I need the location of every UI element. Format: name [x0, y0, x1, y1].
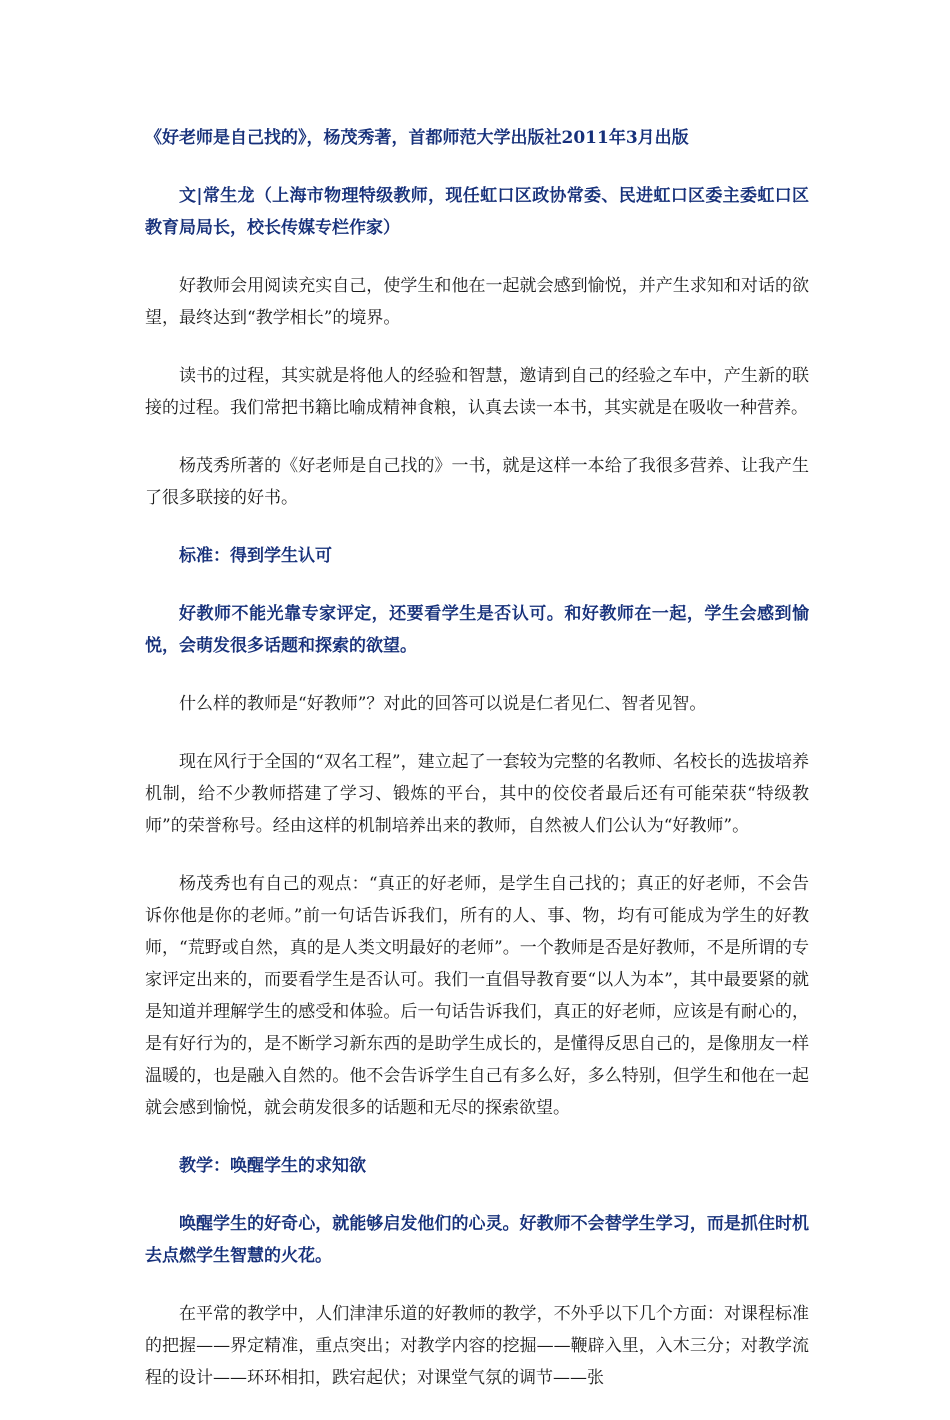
section-lead-standard: 好教师不能光靠专家评定，还要看学生是否认可。和好教师在一起，学生会感到愉悦，会萌发很多话题和探索的欲望。	[145, 604, 809, 656]
section1-paragraph-2: 现在风行于全国的“双名工程”，建立起了一套较为完整的名教师、名校长的选拔培养机制，给不少教师搭建了学习、锻炼的平台，其中的佼佼者最后还有可能荣获“特级教师”的荣誉称号。经由这样的机制培养出来的教师，自然被人们公认为“好教师”。	[145, 752, 809, 836]
section2-paragraph-1: 在平常的教学中，人们津津乐道的好教师的教学，不外乎以下几个方面：对课程标准的把握——界定精准，重点突出；对教学内容的挖掘——鞭辟入里，入木三分；对教学流程的设计——环环相扣，跌宕起伏；对课堂气氛的调节——张	[145, 1304, 809, 1388]
section-lead-teaching: 唤醒学生的好奇心，就能够启发他们的心灵。好教师不会替学生学习，而是抓住时机去点燃学生智慧的火花。	[145, 1214, 809, 1266]
section-heading-standard: 标准：得到学生认可	[179, 546, 332, 566]
book-citation: 《好老师是自己找的》，杨茂秀著，首都师范大学出版社2011年3月出版	[145, 128, 689, 148]
intro-paragraph-1: 好教师会用阅读充实自己，使学生和他在一起就会感到愉悦，并产生求知和对话的欲望，最终达到“教学相长”的境界。	[145, 276, 809, 328]
document-body	[145, 122, 809, 1420]
section1-paragraph-1: 什么样的教师是“好教师”？对此的回答可以说是仁者见仁、智者见智。	[179, 694, 707, 714]
author-line: 文|常生龙（上海市物理特级教师，现任虹口区政协常委、民进虹口区委主委虹口区教育局局长，校长传媒专栏作家）	[145, 186, 809, 238]
section-heading-teaching: 教学：唤醒学生的求知欲	[179, 1156, 366, 1176]
section1-paragraph-3: 杨茂秀也有自己的观点：“真正的好老师，是学生自己找的；真正的好老师，不会告诉你他是你的老师。”前一句话告诉我们，所有的人、事、物，均有可能成为学生的好教师，“荒野或自然，真的是人类文明最好的老师”。一个教师是否是好教师，不是所谓的专家评定出来的，而要看学生是否认可。我们一直倡导教育要“以人为本”，其中最要紧的就是知道并理解学生的感受和体验。后一句话告诉我们，真正的好老师，应该是有耐心的，是有好行为的，是不断学习新东西的是助学生成长的，是懂得反思自己的，是像朋友一样温暖的，也是融入自然的。他不会告诉学生自己有多么好，多么特别，但学生和他在一起就会感到愉悦，就会萌发很多的话题和无尽的探索欲望。	[145, 874, 809, 1118]
intro-paragraph-3: 杨茂秀所著的《好老师是自己找的》一书，就是这样一本给了我很多营养、让我产生了很多联接的好书。	[145, 456, 809, 508]
intro-paragraph-2: 读书的过程，其实就是将他人的经验和智慧，邀请到自己的经验之车中，产生新的联接的过程。我们常把书籍比喻成精神食粮，认真去读一本书，其实就是在吸收一种营养。	[145, 366, 809, 418]
